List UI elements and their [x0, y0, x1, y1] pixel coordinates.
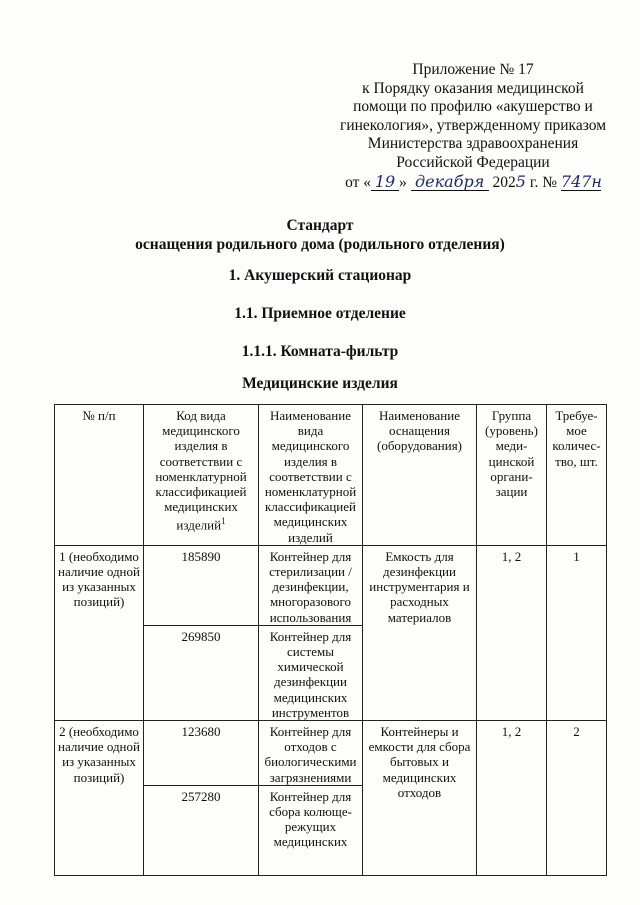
page-bottom-edge: [0, 893, 640, 905]
row1-code-a: 185890: [144, 545, 259, 625]
date-day: 19: [371, 174, 399, 191]
footnote-marker: 1: [221, 516, 226, 527]
date-month: декабря: [411, 174, 489, 191]
appendix-line-2: к Порядку оказания медицинской: [362, 79, 584, 97]
row2-equipment: Контейнеры и емкости для сбора бытовых и медицинских отходов: [363, 721, 477, 876]
table-header-row: [55, 405, 607, 546]
order-date-line: [336, 173, 610, 193]
header-code: [144, 405, 259, 546]
appendix-block: [336, 61, 610, 192]
document-title: Стандарт: [286, 217, 354, 234]
section-heading-1-1: 1.1. Приемное отделение: [234, 305, 406, 322]
section-heading-1: 1. Акушерский стационар: [228, 267, 412, 284]
section-heading-1-1-1: 1.1.1. Комната-фильтр: [241, 343, 399, 360]
subsection-heading: Медицинские изделия: [242, 375, 398, 392]
header-code-text: Код вида медицинского изделия в соответствии с номенклатурной классификацией медицинских изделий: [155, 408, 247, 533]
year-last-digit: 5: [515, 171, 526, 191]
header-equipment: Наименование оснащения (оборудования): [363, 405, 477, 546]
row1-qty: 1: [547, 545, 607, 720]
row2-code-b: 257280: [144, 785, 259, 875]
row2-name-b: Контейнер для сбора колюще-режущих медицинских: [259, 785, 363, 875]
document-subtitle: оснащения родильного дома (родильного отделения): [135, 236, 505, 253]
appendix-title: Приложение № 17: [412, 61, 534, 78]
equipment-table: [54, 404, 607, 876]
header-group: Группа (уровень) меди-цинской органи-зации: [477, 405, 547, 546]
date-prefix: от «: [345, 173, 372, 191]
row2-qty: 2: [547, 721, 607, 876]
table-row: [55, 721, 607, 786]
row2-group: 1, 2: [477, 721, 547, 876]
year-prefix: 202: [492, 173, 516, 191]
row1-code-b: 269850: [144, 625, 259, 720]
header-num: № п/п: [55, 405, 144, 546]
date-mid: »: [399, 173, 407, 191]
row1-name-a: Контейнер для стерилизации /дезинфекции, многоразового использования: [259, 545, 363, 625]
table-row: [55, 545, 607, 625]
row1-name-b: Контейнер для системы химической дезинфекции медицинских инструментов: [259, 625, 363, 720]
row1-group: 1, 2: [477, 545, 547, 720]
header-name: Наименование вида медицинского изделия в соответствии с номенклатурной классификацией медицинских изделий: [259, 405, 363, 546]
row2-code-a: 123680: [144, 721, 259, 786]
header-qty: Требуе-мое количес-тво, шт.: [547, 405, 607, 546]
year-suffix: г. №: [529, 173, 558, 191]
appendix-line-6: Российской Федерации: [396, 153, 550, 171]
row1-num: 1 (необходимо наличие одной из указанных позиций): [55, 545, 144, 720]
appendix-line-4: гинекология», утвержденному приказом: [339, 116, 607, 134]
row2-num: 2 (необходимо наличие одной из указанных позиций): [55, 721, 144, 876]
appendix-line-5: Министерства здравоохранения: [367, 135, 579, 153]
row2-name-a: Контейнер для отходов с биологическими загрязнениями: [259, 721, 363, 786]
appendix-line-3: помощи по профилю «акушерство и: [353, 98, 593, 116]
row1-equipment: Емкость для дезинфекции инструментария и расходных материалов: [363, 545, 477, 720]
order-number: 747н: [560, 171, 602, 191]
